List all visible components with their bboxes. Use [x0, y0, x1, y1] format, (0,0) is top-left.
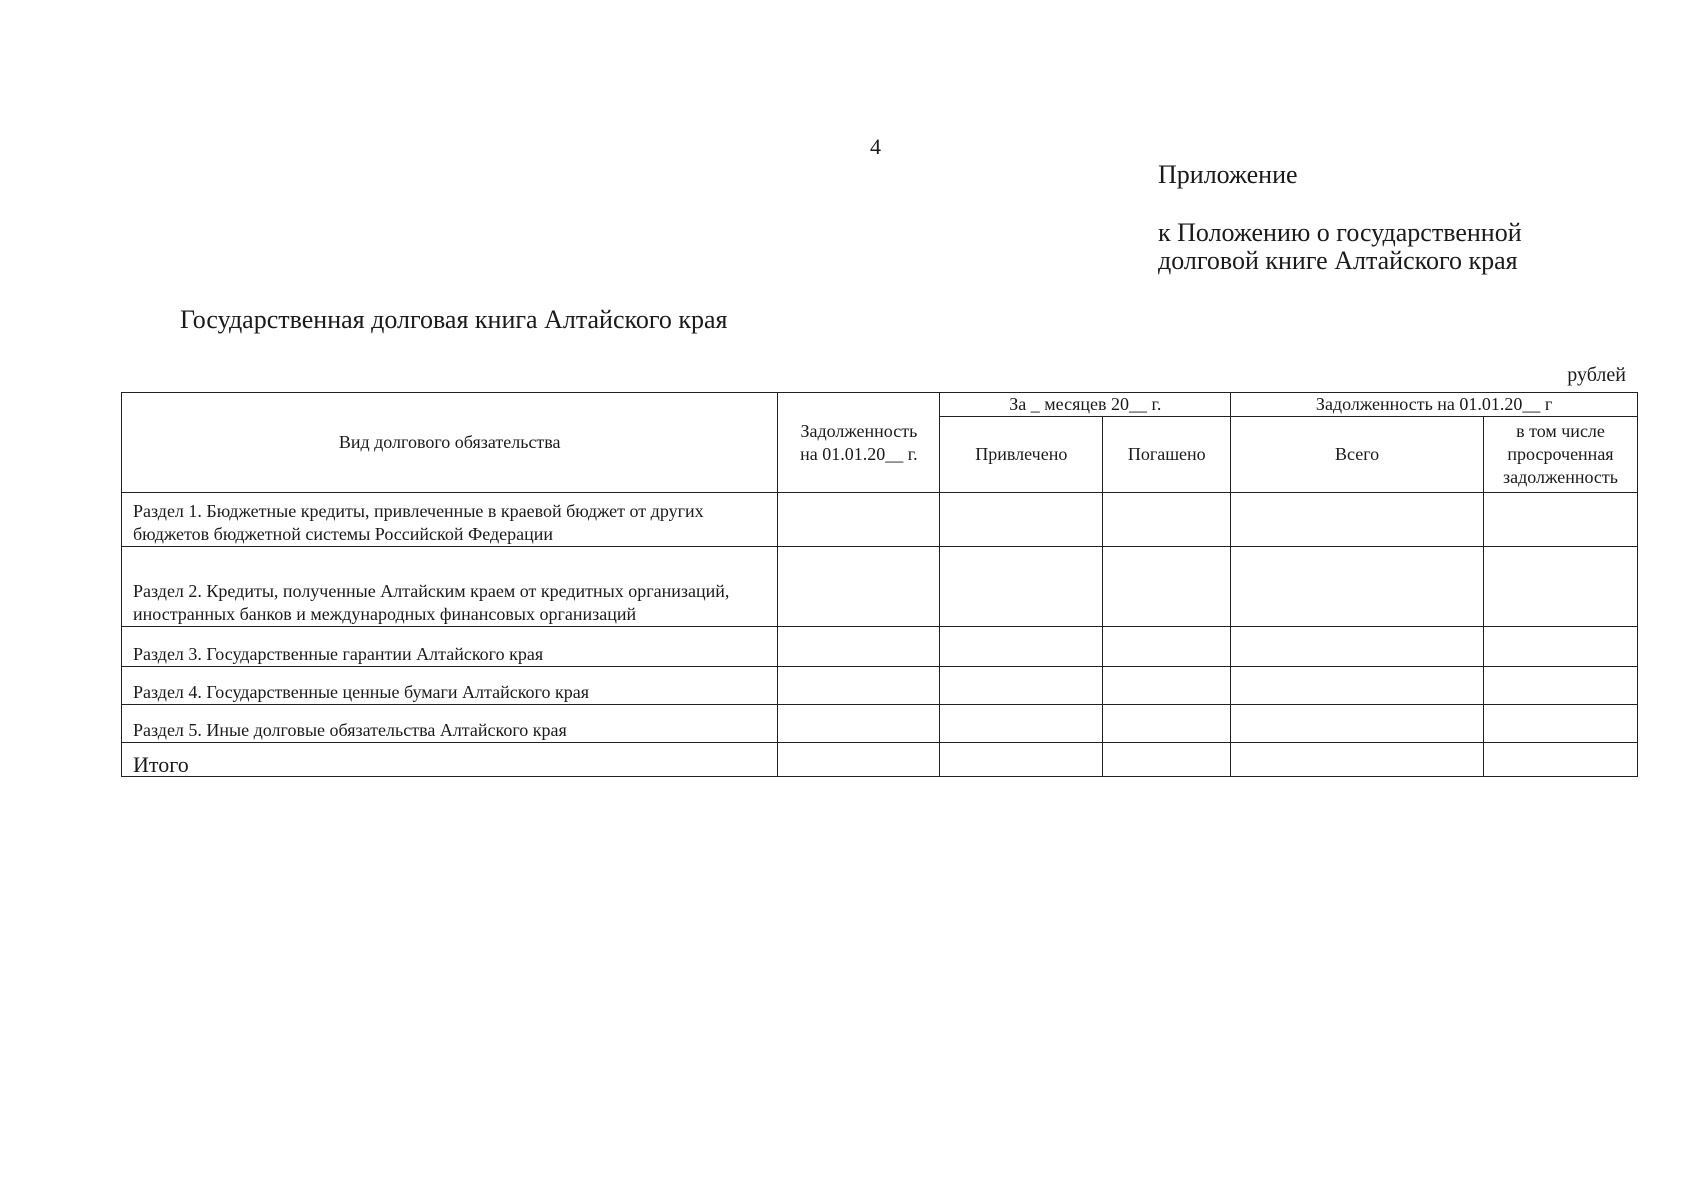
table-cell [1231, 667, 1484, 705]
table-cell [1484, 627, 1638, 667]
row-label: Раздел 5. Иные долговые обязательства Алтайского края [122, 705, 778, 743]
header-debt-start [778, 393, 940, 493]
table-cell [1103, 667, 1231, 705]
table-row [122, 493, 1638, 547]
appendix-title: Приложение [1158, 160, 1298, 189]
table-row-total [122, 743, 1638, 777]
table-cell [1103, 705, 1231, 743]
header-debt-start-line-1: Задолженность [800, 420, 918, 441]
table-cell [1231, 547, 1484, 627]
table-cell [778, 667, 940, 705]
appendix-reference [1158, 219, 1522, 275]
table-cell [940, 667, 1103, 705]
table-cell [1484, 547, 1638, 627]
table-cell [1103, 547, 1231, 627]
table-cell [778, 743, 940, 777]
table-row [122, 667, 1638, 705]
row-label-total: Итого [122, 743, 778, 777]
table-cell [1103, 493, 1231, 547]
table-cell [940, 493, 1103, 547]
table-cell [1484, 705, 1638, 743]
document-title: Государственная долговая книга Алтайского края [180, 305, 728, 334]
table-cell [1103, 743, 1231, 777]
table-row [122, 627, 1638, 667]
table-cell [1484, 743, 1638, 777]
table-cell [940, 743, 1103, 777]
row-label: Раздел 1. Бюджетные кредиты, привлеченные в краевой бюджет от других бюджетов бюджетной системы Российской Федерации [122, 493, 778, 547]
header-debt-type: Вид долгового обязательства [122, 393, 778, 493]
table-cell [778, 627, 940, 667]
header-raised: Привлечено [940, 417, 1103, 493]
table-row [122, 547, 1638, 627]
appendix-reference-line-1: к Положению о государственной [1158, 218, 1522, 247]
header-overdue-line-1: в том числе [1516, 421, 1605, 441]
table-cell [1231, 493, 1484, 547]
header-overdue [1484, 417, 1638, 493]
table-cell [1231, 627, 1484, 667]
debt-book-table [121, 392, 1638, 777]
header-overdue-line-3: задолженность [1503, 467, 1618, 487]
header-overdue-line-2: просроченная [1507, 444, 1614, 464]
units-label: рублей [1567, 364, 1626, 386]
header-repaid: Погашено [1103, 417, 1231, 493]
page-number: 4 [870, 134, 881, 159]
table-cell [778, 547, 940, 627]
table-cell [1484, 493, 1638, 547]
table-cell [940, 705, 1103, 743]
row-label: Раздел 2. Кредиты, полученные Алтайским краем от кредитных организаций, иностранных банков и международных финансовых организаций [122, 547, 778, 627]
header-period-group: За _ месяцев 20__ г. [940, 393, 1231, 417]
table-cell [1484, 667, 1638, 705]
table-cell [778, 493, 940, 547]
table-cell [778, 705, 940, 743]
header-total: Всего [1231, 417, 1484, 493]
table-cell [1103, 627, 1231, 667]
row-label: Раздел 3. Государственные гарантии Алтайского края [122, 627, 778, 667]
table-cell [1231, 743, 1484, 777]
header-debt-start-line-2: на 01.01.20__ г. [800, 443, 918, 464]
appendix-reference-line-2: долговой книге Алтайского края [1158, 246, 1518, 275]
row-label: Раздел 4. Государственные ценные бумаги Алтайского края [122, 667, 778, 705]
table-cell [1231, 705, 1484, 743]
table-row [122, 705, 1638, 743]
table-cell [940, 547, 1103, 627]
table-cell [940, 627, 1103, 667]
header-debt-end-group: Задолженность на 01.01.20__ г [1231, 393, 1638, 417]
